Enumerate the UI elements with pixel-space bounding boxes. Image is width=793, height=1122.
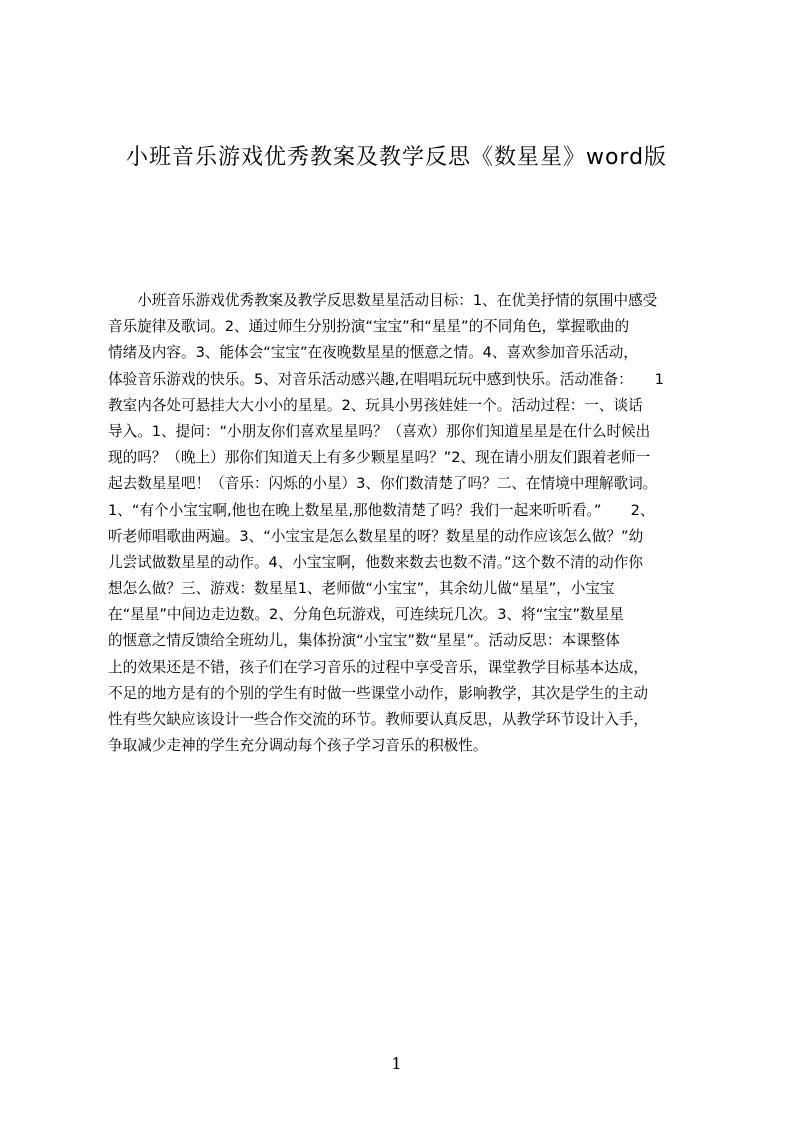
body-line: 教室内各处可悬挂大大小小的星星。2、玩具小男孩娃娃一个。活动过程：一、谈话 (108, 396, 643, 414)
body-line: 性有些欠缺应该设计一些合作交流的环节。教师要认真反思，从教学环节设计入手， (108, 711, 648, 728)
body-line: 在“星星”中间边走边数。2、分角色玩游戏，可连续玩几次。3、将“宝宝”数星星 (108, 606, 624, 624)
document-title: 小班音乐游戏优秀教案及教学反思《数星星》word版 (125, 145, 668, 170)
body-line: 音乐旋律及歌词。2、通过师生分别扮演“宝宝”和“星星”的不同角色，掌握歌曲的 (108, 318, 630, 336)
body-line: 的惬意之情反馈给全班幼儿，集体扮演“小宝宝”数“星星”。活动反思：本课整体 (108, 632, 620, 650)
body-line: 争取减少走神的学生充分调动每个孩子学习音乐的积极性。 (108, 737, 488, 755)
document-body (108, 288, 712, 759)
body-line: 现的吗？（晚上）那你们知道天上有多少颗星星吗？”2、现在请小朋友们跟着老师一 (108, 449, 651, 467)
body-line: 起去数星星吧！（音乐：闪烁的小星）3、你们数清楚了吗？二、在情境中理解歌词。 (108, 475, 658, 493)
body-line: 1、“有个小宝宝啊,他也在晚上数星星,那他数清楚了吗？我们一起来听听看。” 2、 (108, 501, 655, 519)
body-line: 上的效果还是不错，孩子们在学习音乐的过程中享受音乐，课堂教学目标基本达成， (108, 658, 648, 676)
page-number: 1 (391, 1054, 402, 1073)
body-line: 听老师唱歌曲两遍。3、“小宝宝是怎么数星星的呀？数星星的动作应该怎么做？”幼 (108, 527, 644, 545)
body-line: 体验音乐游戏的快乐。5、对音乐活动感兴趣,在唱唱玩玩中感到快乐。活动准备： 1 (108, 370, 664, 388)
body-line: 不足的地方是有的个别的学生有时做一些课堂小动作，影响教学，其次是学生的主动 (108, 684, 648, 702)
body-line: 儿尝试做数星星的动作。4、小宝宝啊，他数来数去也数不清。”这个数不清的动作你 (108, 553, 643, 571)
body-line: 小班音乐游戏优秀教案及教学反思数星星活动目标：1、在优美抒情的氛围中感受 (108, 292, 658, 309)
body-line: 情绪及内容。3、能体会“宝宝”在夜晚数星星的惬意之情。4、喜欢参加音乐活动， (108, 344, 638, 362)
body-line: 想怎么做？三、游戏：数星星1、老师做“小宝宝”，其余幼儿做“星星”，小宝宝 (108, 580, 615, 598)
body-line: 导入。1、提问：“小朋友你们喜欢星星吗？（喜欢）那你们知道星星是在什么时候出 (108, 422, 651, 440)
